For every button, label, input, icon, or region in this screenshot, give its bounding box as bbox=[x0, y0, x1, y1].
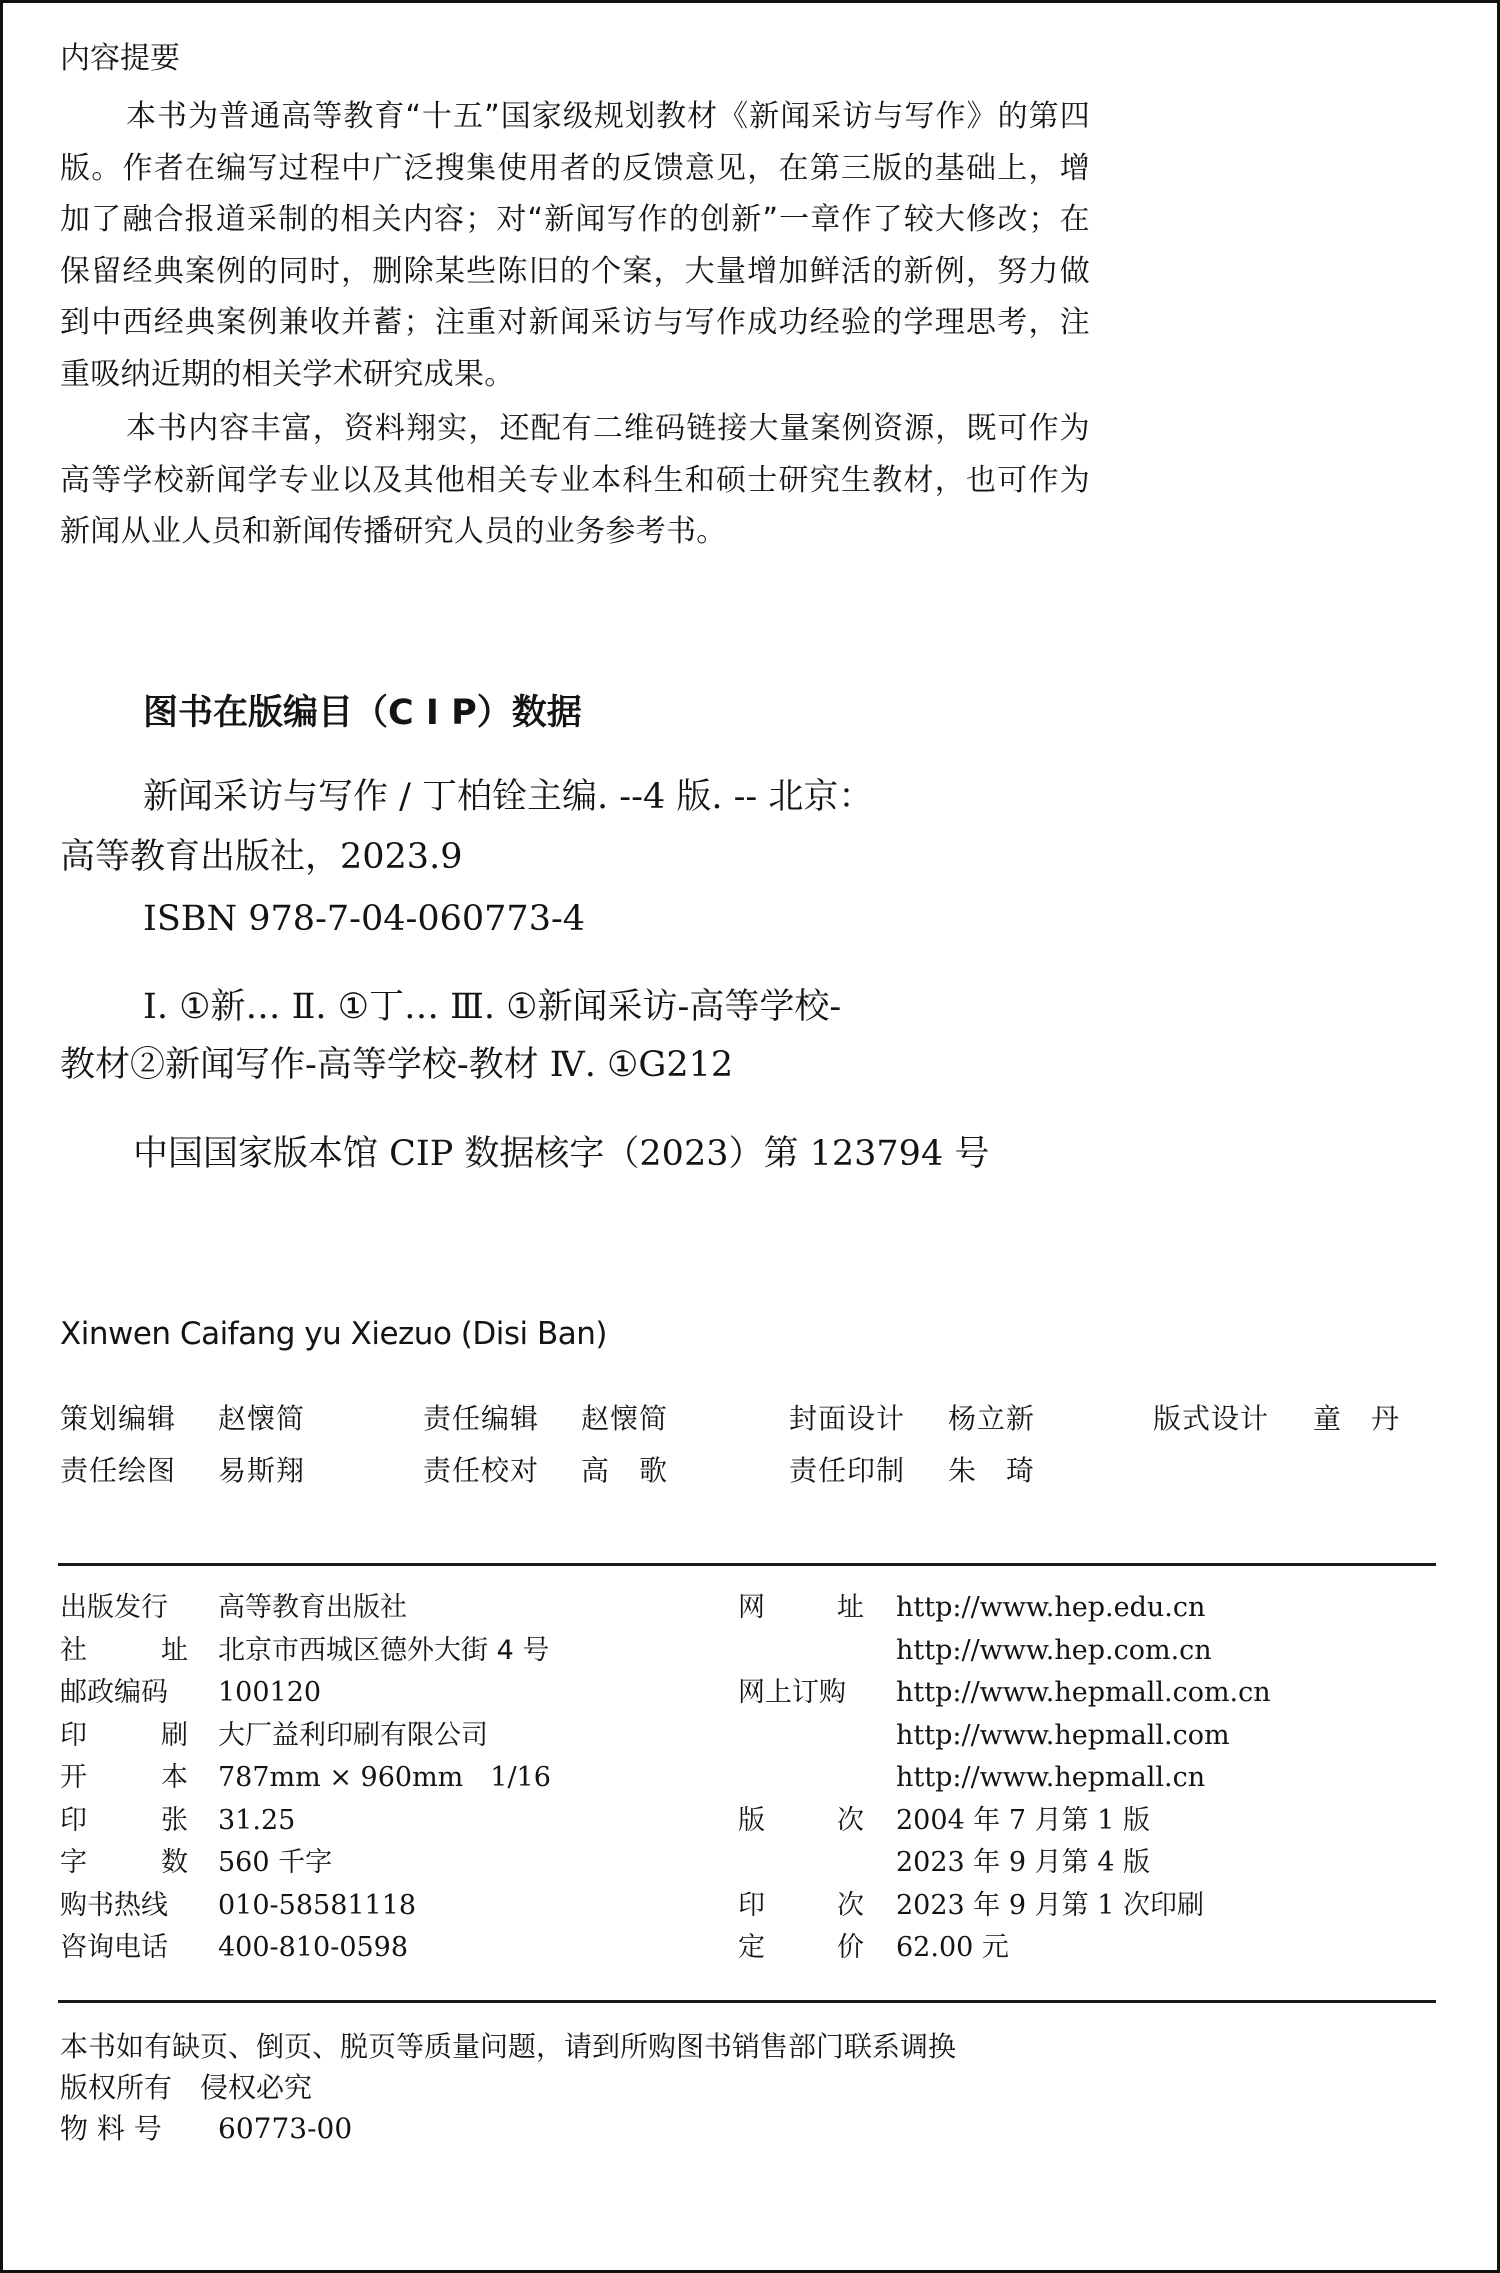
website-link[interactable]: http://www.hep.edu.cn bbox=[896, 1592, 1206, 1623]
divider-rule-bottom bbox=[58, 2000, 1436, 2003]
staff-name: 易斯翔 bbox=[218, 1454, 306, 1487]
summary-title: 内容提要 bbox=[60, 41, 180, 76]
info-label: 社 址 bbox=[60, 1635, 188, 1666]
info-value-printer: 大厂益利印刷有限公司 bbox=[218, 1720, 488, 1751]
staff-label: 责任绘图 bbox=[60, 1454, 177, 1487]
cip-publisher-line: 高等教育出版社，2023.9 bbox=[60, 837, 463, 877]
info-value-word-count: 560 千字 bbox=[218, 1847, 333, 1878]
info-label: 字 数 bbox=[60, 1847, 188, 1878]
info-value-edition: 2004 年 7 月第 1 版 bbox=[896, 1805, 1150, 1836]
info-label: 咨询电话 bbox=[60, 1932, 168, 1963]
staff-label: 策划编辑 bbox=[60, 1402, 177, 1435]
cip-subject-line-1: Ⅰ. ①新… Ⅱ. ①丁… Ⅲ. ①新闻采访-高等学校- bbox=[143, 987, 842, 1027]
staff-label: 责任印制 bbox=[789, 1454, 906, 1487]
staff-name: 高 歌 bbox=[581, 1454, 669, 1487]
cip-title-line: 新闻采访与写作 / 丁柏铨主编. --4 版. -- 北京： bbox=[143, 777, 874, 817]
divider-rule-top bbox=[58, 1563, 1436, 1566]
info-label: 出版发行 bbox=[60, 1592, 168, 1623]
website-link[interactable]: http://www.hep.com.cn bbox=[896, 1635, 1212, 1666]
summary-paragraph-2: 本书内容丰富，资料翔实，还配有二维码链接大量案例资源，既可作为高等学校新闻学专业以及其他相关专业本科生和硕士研究生教材，也可作为新闻从业人员和新闻传播研究人员的业务参考书。 bbox=[60, 411, 1090, 549]
info-value-format: 787mm × 960mm 1/16 bbox=[218, 1762, 551, 1793]
info-label: 购书热线 bbox=[60, 1890, 168, 1921]
online-order-link[interactable]: http://www.hepmall.cn bbox=[896, 1762, 1206, 1793]
online-order-link[interactable]: http://www.hepmall.com.cn bbox=[896, 1677, 1271, 1708]
info-label: 网上订购 bbox=[738, 1677, 846, 1708]
cip-verification-number: 中国国家版本馆 CIP 数据核字（2023）第 123794 号 bbox=[133, 1134, 990, 1174]
cip-isbn: ISBN 978-7-04-060773-4 bbox=[143, 899, 586, 939]
info-label: 网 址 bbox=[738, 1592, 864, 1623]
staff-name: 朱 琦 bbox=[948, 1454, 1036, 1487]
info-label: 邮政编码 bbox=[60, 1677, 168, 1708]
info-value-publisher: 高等教育出版社 bbox=[218, 1592, 407, 1623]
info-value-inquiry-phone: 400-810-0598 bbox=[218, 1932, 409, 1963]
staff-name: 赵懐简 bbox=[581, 1402, 669, 1435]
info-label: 印 次 bbox=[738, 1890, 864, 1921]
cip-heading: 图书在版编目（C I P）数据 bbox=[143, 693, 582, 733]
info-label: 印 张 bbox=[60, 1805, 188, 1836]
info-value-price: 62.00 元 bbox=[896, 1932, 1009, 1963]
staff-label: 封面设计 bbox=[789, 1402, 906, 1435]
summary-paragraph-1: 本书为普通高等教育“十五”国家级规划教材《新闻采访与写作》的第四版。作者在编写过程中广泛搜集使用者的反馈意见，在第三版的基础上，增加了融合报道采制的相关内容；对“新闻写作的创新”一章作了较大修改；在保留经典案例的同时，删除某些陈旧的个案，大量增加鲜活的新例，努力做到中西经典案例兼收并蓄；注重对新闻采访与写作成功经验的学理思考，注重吸纳近期的相关学术研究成果。 bbox=[60, 99, 1090, 392]
cip-subject-line-2: 教材②新闻写作-高等学校-教材 Ⅳ. ①G212 bbox=[60, 1045, 734, 1085]
info-value-address: 北京市西城区德外大街 4 号 bbox=[218, 1635, 550, 1666]
pinyin-title: Xinwen Caifang yu Xiezuo (Disi Ban) bbox=[60, 1316, 607, 1352]
info-label: 版 次 bbox=[738, 1805, 864, 1836]
staff-label: 版式设计 bbox=[1153, 1402, 1270, 1435]
staff-label: 责任校对 bbox=[423, 1454, 540, 1487]
online-order-link[interactable]: http://www.hepmall.com bbox=[896, 1720, 1230, 1751]
info-value-sheets: 31.25 bbox=[218, 1805, 296, 1836]
info-label: 定 价 bbox=[738, 1932, 864, 1963]
info-value-printing: 2023 年 9 月第 1 次印刷 bbox=[896, 1890, 1204, 1921]
quality-notice: 本书如有缺页、倒页、脱页等质量问题，请到所购图书销售部门联系调换 bbox=[60, 2030, 957, 2063]
info-label: 印 刷 bbox=[60, 1720, 188, 1751]
material-number-label: 物 料 号 bbox=[60, 2112, 162, 2145]
staff-name: 赵懐简 bbox=[218, 1402, 306, 1435]
staff-name: 童 丹 bbox=[1313, 1402, 1401, 1435]
copyright-notice: 版权所有 侵权必究 bbox=[60, 2071, 313, 2104]
info-value-sales-hotline: 010-58581118 bbox=[218, 1890, 417, 1921]
info-value-edition: 2023 年 9 月第 4 版 bbox=[896, 1847, 1150, 1878]
staff-label: 责任编辑 bbox=[423, 1402, 540, 1435]
info-value-postcode: 100120 bbox=[218, 1677, 322, 1708]
info-label: 开 本 bbox=[60, 1762, 188, 1793]
staff-name: 杨立新 bbox=[948, 1402, 1036, 1435]
material-number: 60773-00 bbox=[218, 2112, 353, 2145]
